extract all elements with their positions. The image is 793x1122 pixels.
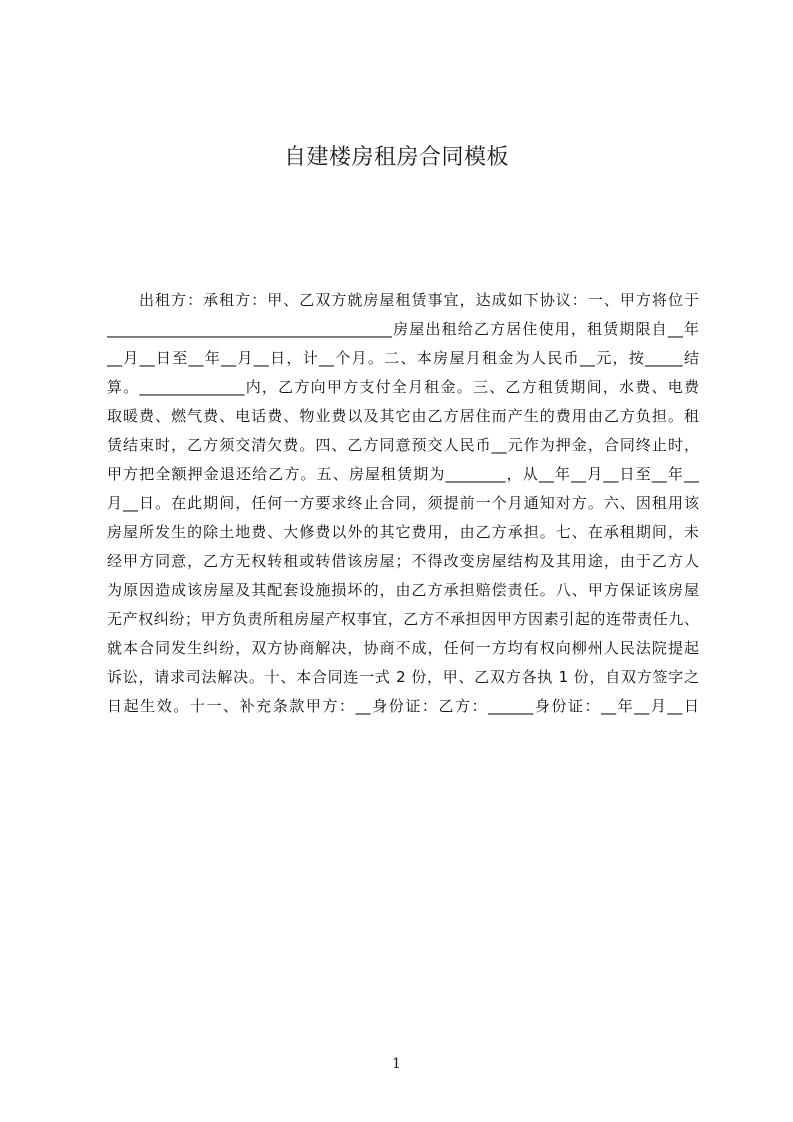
body-line: 日起生效。十一、补充条款甲方：__身份证：乙方：______身份证：__年__月__日 bbox=[107, 697, 699, 715]
body-line: 月__日。在此期间，任何一方要求终止合同，须提前一个月通知对方。六、因租用该 bbox=[107, 494, 699, 512]
page-number: 1 bbox=[392, 1056, 401, 1072]
body-line: 算。______________内，乙方向甲方支付全月租金。三、乙方租赁期间，水费、电费 bbox=[107, 378, 699, 396]
body-line: 诉讼，请求司法解决。十、本合同连一式 2 份，甲、乙双方各执 1 份，自双方签字之 bbox=[107, 668, 699, 686]
contract-body bbox=[107, 286, 699, 721]
body-line: 甲方把全额押金退还给乙方。五、房屋租赁期为________，从__年__月__日至__年__ bbox=[107, 465, 699, 483]
body-line: 房屋所发生的除土地费、大修费以外的其它费用，由乙方承担。七、在承租期间，未 bbox=[107, 523, 699, 541]
body-line: 无产权纠纷；甲方负责所租房屋产权事宜，乙方不承担因甲方因素引起的连带责任九、 bbox=[107, 610, 699, 628]
body-line: 取暖费、燃气费、电话费、物业费以及其它由乙方居住而产生的费用由乙方负担。租 bbox=[107, 407, 699, 425]
body-line: 经甲方同意，乙方无权转租或转借该房屋；不得改变房屋结构及其用途，由于乙方人 bbox=[107, 552, 699, 570]
body-line: 出租方：承租方：甲、乙双方就房屋租赁事宜，达成如下协议：一、甲方将位于 bbox=[139, 291, 699, 309]
document-title: 自建楼房租房合同模板 bbox=[283, 145, 509, 170]
body-line: __月__日至__年__月__日，计__个月。二、本房屋月租金为人民币__元，按_____结 bbox=[107, 349, 699, 367]
body-line: 为原因造成该房屋及其配套设施损坏的，由乙方承担赔偿责任。八、甲方保证该房屋 bbox=[107, 581, 699, 599]
body-line: 就本合同发生纠纷，双方协商解决，协商不成，任何一方均有权向柳州人民法院提起 bbox=[107, 639, 699, 657]
body-line: ______________________________________房屋出租给乙方居住使用，租赁期限自__年 bbox=[107, 320, 699, 338]
body-line: 赁结束时，乙方须交清欠费。四、乙方同意预交人民币__元作为押金，合同终止时， bbox=[107, 436, 699, 454]
